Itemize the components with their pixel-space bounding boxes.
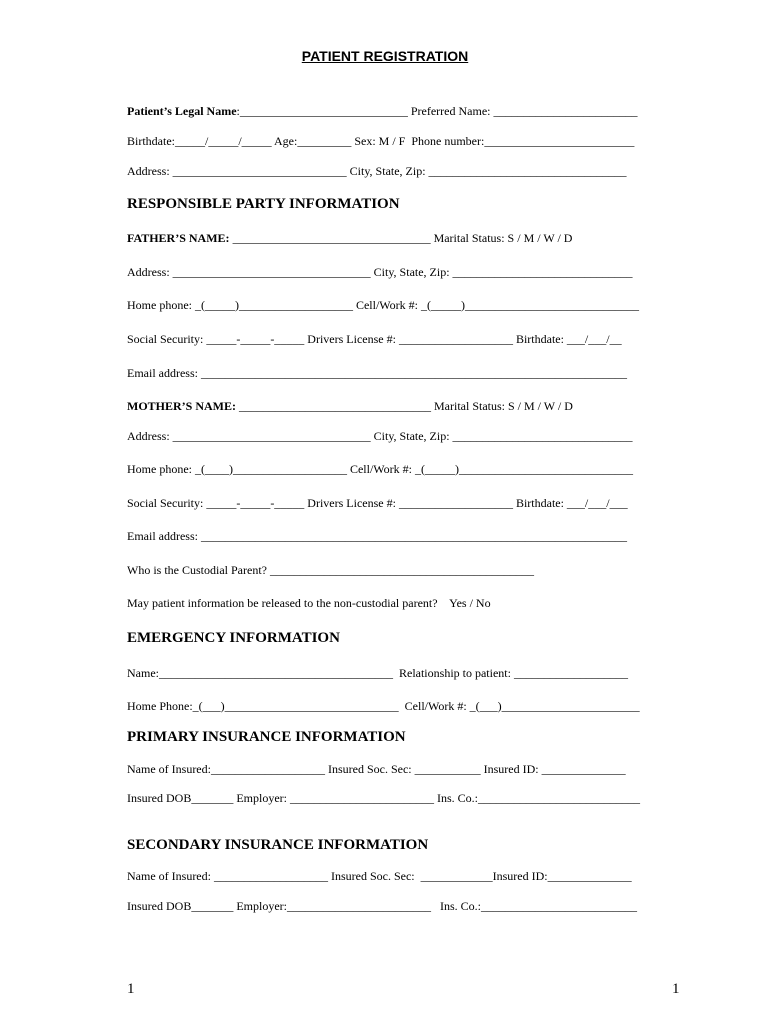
primary-insured-line[interactable]: Name of Insured:___________________ Insured Soc. Sec: ___________ Insured ID: ______________ <box>127 762 626 776</box>
patient-address-line[interactable]: Address: _____________________________ City, State, Zip: _________________________________ <box>127 164 627 178</box>
father-ssn-line[interactable]: Social Security: _____-_____-_____ Drivers License #: ___________________ Birthdate: ___/___/__ <box>127 332 622 346</box>
birthdate-line[interactable]: Birthdate:_____/_____/_____ Age:_________ Sex: M / F Phone number:_________________________ <box>127 134 635 148</box>
father-name-field[interactable]: _________________________________ Marital Status: S / M / W / D <box>229 231 573 245</box>
page-number-right: 1 <box>672 981 680 997</box>
secondary-dob-line[interactable]: Insured DOB_______ Employer:________________________ Ins. Co.:__________________________ <box>127 899 637 913</box>
father-name-label: FATHER’S NAME: <box>127 231 230 245</box>
father-phone-line[interactable]: Home phone: _(_____)___________________ Cell/Work #: _(_____)_____________________________ <box>127 298 639 312</box>
release-consent-line[interactable]: May patient information be released to the non-custodial parent? Yes / No <box>127 596 491 610</box>
patient-name-line[interactable] <box>127 103 638 119</box>
legal-name-field[interactable]: :____________________________ Preferred Name: ________________________ <box>236 104 638 118</box>
page-title: PATIENT REGISTRATION <box>301 48 469 64</box>
mother-name-field[interactable]: ________________________________ Marital Status: S / M / W / D <box>236 399 573 413</box>
father-address-line[interactable]: Address: _________________________________ City, State, Zip: ______________________________ <box>127 265 633 279</box>
custodial-parent-line[interactable]: Who is the Custodial Parent? ____________________________________________ <box>127 563 534 577</box>
legal-name-label: Patient’s Legal Name <box>127 104 237 118</box>
father-email-line[interactable]: Email address: _______________________________________________________________________ <box>127 366 627 380</box>
mother-name-line[interactable] <box>127 398 573 414</box>
emergency-heading: EMERGENCY INFORMATION <box>127 630 340 646</box>
mother-phone-line[interactable]: Home phone: _(____)___________________ Cell/Work #: _(_____)_____________________________ <box>127 462 633 476</box>
emergency-name-line[interactable]: Name:_______________________________________ Relationship to patient: ___________________ <box>127 666 628 680</box>
primary-insurance-heading: PRIMARY INSURANCE INFORMATION <box>127 729 406 745</box>
secondary-insured-line[interactable]: Name of Insured: ___________________ Insured Soc. Sec: ____________Insured ID:______________ <box>127 869 632 883</box>
father-name-line[interactable] <box>127 230 572 246</box>
page-number-left: 1 <box>127 981 135 997</box>
mother-ssn-line[interactable]: Social Security: _____-_____-_____ Drivers License #: ___________________ Birthdate: ___/___/___ <box>127 496 628 510</box>
primary-dob-line[interactable]: Insured DOB_______ Employer: ________________________ Ins. Co.:___________________________ <box>127 791 640 805</box>
emergency-phone-line[interactable]: Home Phone:_(___)_____________________________ Cell/Work #: _(___)_______________________ <box>127 699 640 713</box>
mother-name-label: MOTHER’S NAME: <box>127 399 236 413</box>
mother-email-line[interactable]: Email address: _______________________________________________________________________ <box>127 529 627 543</box>
secondary-insurance-heading: SECONDARY INSURANCE INFORMATION <box>127 837 429 853</box>
responsible-party-heading: RESPONSIBLE PARTY INFORMATION <box>127 196 400 212</box>
mother-address-line[interactable]: Address: _________________________________ City, State, Zip: ______________________________ <box>127 429 633 443</box>
